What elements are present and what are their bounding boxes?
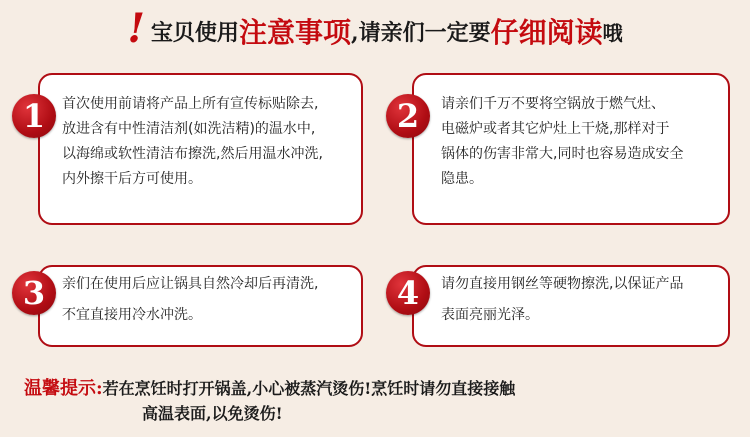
notice-line: 请亲们千万不要将空锅放于燃气灶、	[441, 96, 665, 112]
tips-label: 温馨提示:	[24, 378, 103, 399]
number-badge-3: 3	[12, 271, 56, 315]
notice-line: 亲们在使用后应让锅具自然冷却后再清洗,	[62, 276, 319, 292]
notice-line: 以海绵或软性清洁布擦洗,然后用温水冲洗,	[62, 146, 323, 162]
header-highlight-2: 仔细阅读	[490, 16, 603, 49]
notice-line: 首次使用前请将产品上所有宣传标贴除去,	[62, 96, 319, 112]
header-text-1: 宝贝使用	[150, 19, 239, 46]
notice-text-4	[441, 272, 683, 328]
notice-line: 放进含有中性清洁剂(如洗洁精)的温水中,	[62, 121, 316, 137]
notice-line: 电磁炉或者其它炉灶上干烧,那样对于	[441, 121, 670, 137]
header-text-2: ,请亲们一定要	[350, 19, 491, 46]
notice-line: 表面亮丽光泽。	[441, 307, 539, 323]
notice-line: 隐患。	[441, 171, 483, 187]
notice-line: 请勿直接用钢丝等硬物擦洗,以保证产品	[441, 276, 684, 292]
notice-text-2	[441, 92, 683, 192]
notice-line: 不宜直接用冷水冲洗。	[62, 307, 202, 323]
notice-text-3	[62, 272, 318, 328]
number-badge-2: 2	[386, 94, 430, 138]
number-badge-4: 4	[386, 271, 430, 315]
notice-text-1	[62, 92, 323, 192]
header-highlight-1: 注意事项	[238, 16, 351, 49]
exclamation-mark: !	[127, 5, 145, 52]
header-text-3: 哦	[602, 20, 623, 45]
number-badge-1: 1	[12, 94, 56, 138]
tips-line-1: 若在烹饪时打开锅盖,小心被蒸汽烫伤!烹饪时请勿直接接触	[102, 379, 516, 398]
notice-line: 内外擦干后方可使用。	[62, 171, 202, 187]
page-header	[0, 0, 750, 62]
tips-line-2: 高温表面,以免烫伤!	[142, 404, 283, 423]
notice-line: 锅体的伤害非常大,同时也容易造成安全	[441, 146, 684, 162]
